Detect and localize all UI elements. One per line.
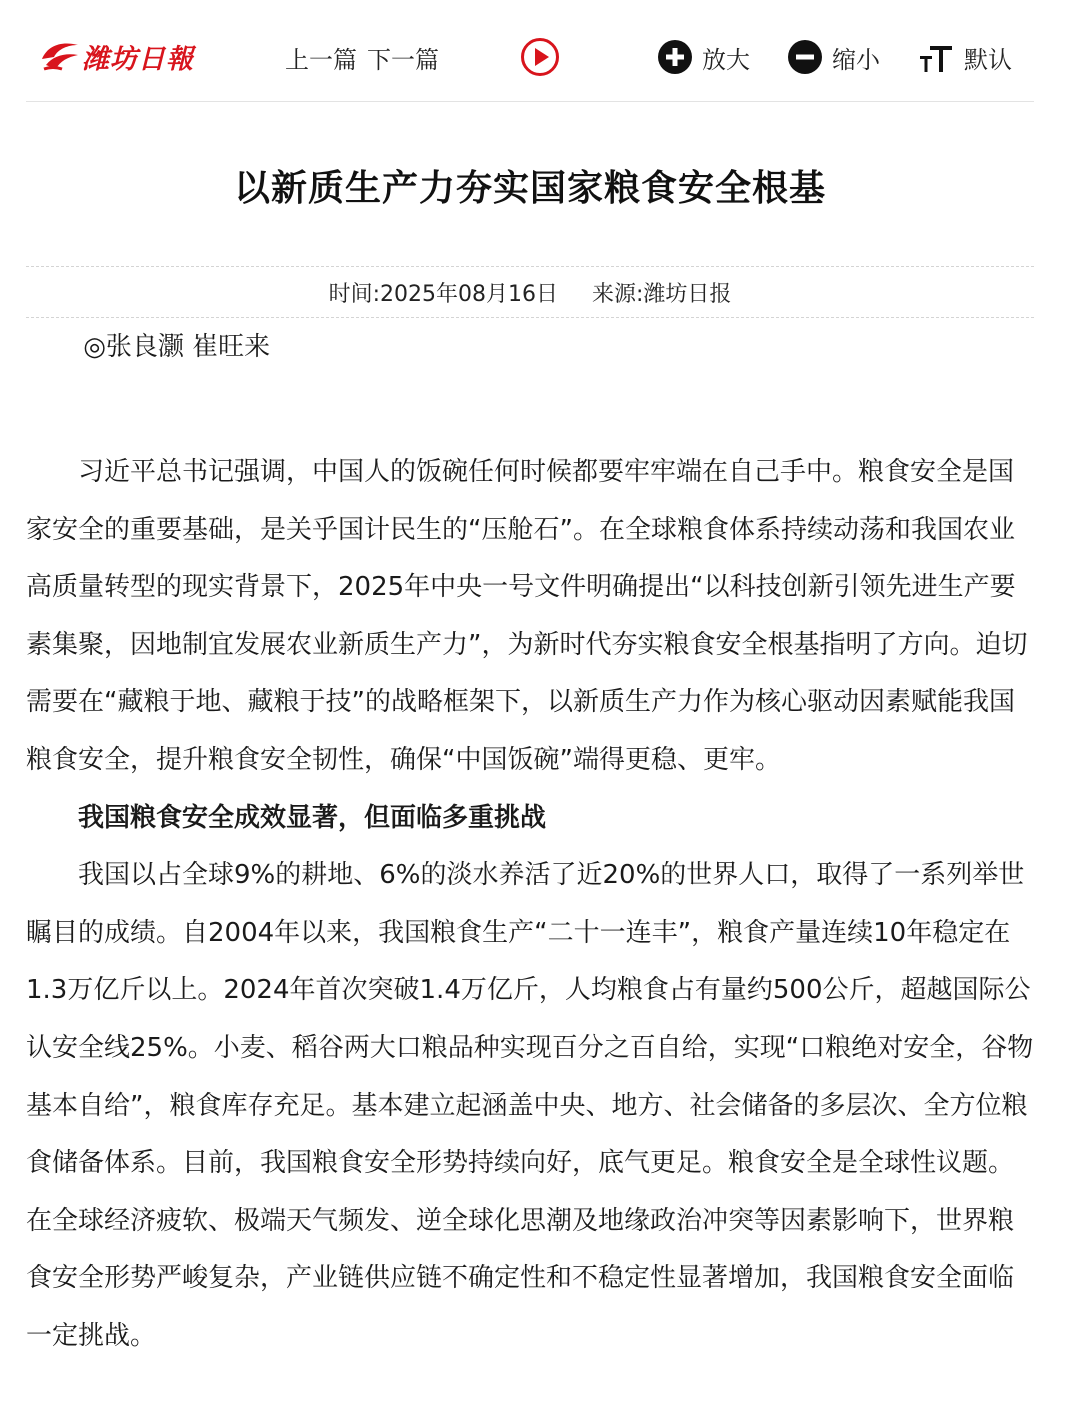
article-title: 以新质生产力夯实国家粮食安全根基 bbox=[233, 168, 826, 209]
article-paragraph: 我国以占全球9%的耕地、6%的淡水养活了近20%的世界人口，取得了一系列举世瞩目的成绩。自2004年以来，我国粮食生产“二十一连丰”，粮食产量连续10年稳定在1.3万亿斤以上。2024年首次突破1.4万亿斤，人均粮食占有量约500公斤，超越国际公认安全线25%。小麦、稻谷两大口粮品种实现百分之百自给，实现“口粮绝对安全，谷物基本自给”，粮食库存充足。基本建立起涵盖中央、地方、社会储备的多层次、全方位粮食储备体系。目前，我国粮食安全形势持续向好，底气更足。粮食安全是全球性议题。在全球经济疲软、极端天气频发、逆全球化思潮及地缘政治冲突等因素影响下，世界粮食安全形势严峻复杂，产业链供应链不确定性和不稳定性显著增加，我国粮食安全面临一定挑战。 bbox=[26, 860, 1034, 1351]
article-paragraph: 习近平总书记强调，中国人的饭碗任何时候都要牢牢端在自己手中。粮食安全是国家安全的重要基础，是关乎国计民生的“压舱石”。在全球粮食体系持续动荡和我国农业高质量转型的现实背景下，2025年中央一号文件明确提出“以科技创新引领先进生产要素集聚，因地制宜发展农业新质生产力”，为新时代夯实粮食安全根基指明了方向。迫切需要在“藏粮于地、藏粮于技”的战略框架下，以新质生产力作为核心驱动因素赋能我国粮食安全，提升粮食安全韧性，确保“中国饭碗”端得更稳、更牢。 bbox=[26, 457, 1028, 775]
article-source: 来源:潍坊日报 bbox=[591, 282, 732, 307]
default-size-label: 默认 bbox=[964, 45, 1012, 74]
zoom-out-label: 缩小 bbox=[832, 45, 880, 74]
publish-time: 时间:2025年08月16日 bbox=[328, 282, 558, 307]
prev-article-link[interactable]: 上一篇 bbox=[285, 46, 357, 74]
play-icon[interactable] bbox=[520, 37, 560, 77]
top-toolbar bbox=[26, 0, 1034, 102]
article-meta bbox=[26, 277, 1034, 308]
zoom-in-label: 放大 bbox=[702, 45, 750, 74]
zoom-out-button[interactable] bbox=[788, 38, 880, 76]
newspaper-logo[interactable] bbox=[40, 36, 194, 76]
article-author: ◎张良灏 崔旺来 bbox=[83, 332, 271, 362]
zoom-in-button[interactable] bbox=[658, 38, 750, 76]
meta-divider-top bbox=[26, 266, 1034, 267]
article-subheading: 我国粮食安全成效显著，但面临多重挑战 bbox=[78, 802, 547, 833]
meta-divider-bottom bbox=[26, 317, 1034, 318]
article-body bbox=[26, 327, 1036, 1366]
minus-circle-icon bbox=[788, 40, 822, 74]
logo-text: 潍坊日報 bbox=[82, 43, 194, 75]
next-article-link[interactable]: 下一篇 bbox=[367, 46, 439, 74]
text-size-icon bbox=[920, 40, 954, 74]
plus-circle-icon bbox=[658, 40, 692, 74]
article-nav bbox=[285, 40, 439, 75]
default-size-button[interactable] bbox=[920, 38, 1012, 76]
logo-emblem-icon bbox=[40, 39, 80, 73]
